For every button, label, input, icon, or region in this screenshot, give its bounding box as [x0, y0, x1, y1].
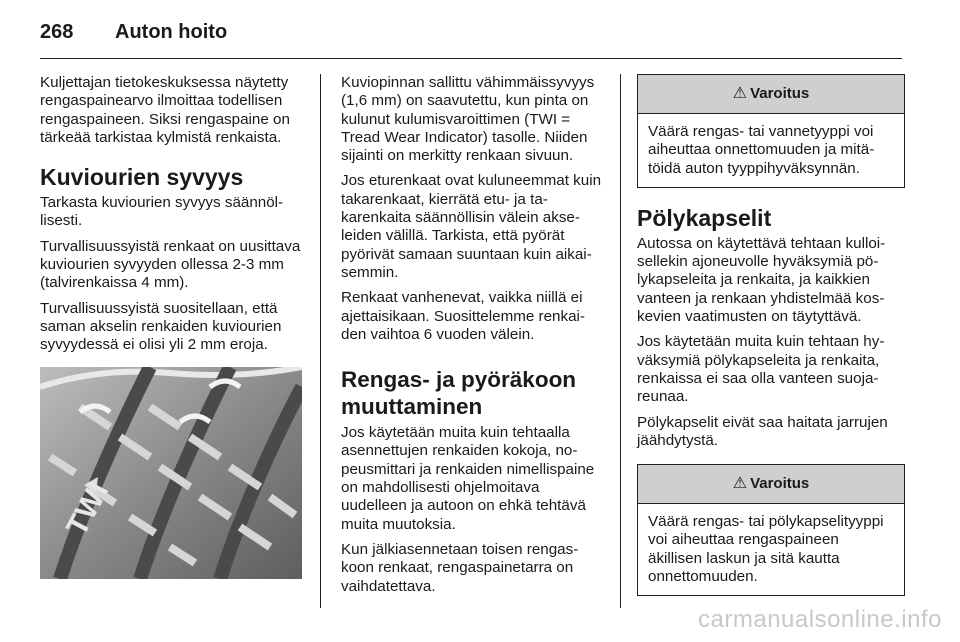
warning-title: Varoitus: [750, 475, 810, 492]
warning-body: Väärä rengas- tai vannetyyppi voi aiheuttaa onnettomuuden ja mitätöidä auton tyyppihyväksynnän.: [648, 123, 875, 177]
page-number: 268: [40, 20, 74, 43]
paragraph: Autossa on käytettävä tehtaan kulloisellekin ajoneuvolle hyväksymiä pölykapseleita ja renkaita, ja kaikkien vanteen ja renkaan yhdistelmää koskevien vaatimusten on täytyttävä.: [637, 234, 886, 326]
paragraph: Jos käytetään muita kuin tehtaalla asennettujen renkaiden kokoja, nopeusmittari ja renkaiden nimellispaine on mahdollisesti ohjelmoitava uudelleen ja autoon on ehkä tehtävä muita muutoksia.: [341, 424, 595, 533]
twi-label: TWI: [60, 476, 116, 541]
warning-title: Varoitus: [750, 84, 810, 102]
section-heading-hubcaps: Pölykapselit: [637, 204, 772, 231]
warning-header: [638, 465, 904, 504]
paragraph: Jos käytetään muita kuin tehtaan hyväksymiä pölykapseleita ja renkaita, renkaissa ei saa olla vanteen suojareunaa.: [637, 333, 885, 406]
paragraph: Turvallisuussyistä renkaat on uusittava kuviourien syvyyden ollessa 2-3 mm (talvirenkaissa 4 mm).: [40, 237, 301, 292]
page-header: [40, 16, 227, 48]
warning-box-1: [637, 74, 905, 188]
paragraph: Kuviopinnan sallittu vähimmäissyvyys (1,6 mm) on saavutettu, kun pinta on kulunut kulumisvaroittimen (TWI = Tread Wear Indicator) tasolle. Niiden sijainti on merkitty renkaan sivuun.: [341, 74, 595, 165]
warning-triangle-icon: ⚠: [732, 84, 748, 102]
section-heading-size-change: Rengas- ja pyöräkoon muuttaminen: [341, 367, 577, 420]
column-3: [637, 74, 905, 610]
warning-box-2: [637, 464, 905, 596]
warning-triangle-icon: ⚠: [732, 475, 748, 492]
paragraph: Pölykapselit eivät saa haitata jarrujen jäähdytystä.: [637, 413, 888, 449]
warning-header: [638, 75, 904, 114]
header-rule: [40, 58, 902, 59]
paragraph: Tarkasta kuviourien syvyys säännöllisesti.: [40, 194, 284, 230]
column-2: [341, 74, 605, 603]
column-divider-2: [620, 74, 621, 608]
tire-tread-image: [40, 367, 302, 579]
column-1: [40, 74, 306, 579]
paragraph: Jos eturenkaat ovat kuluneemmat kuin takarenkaat, kierrätä etu- ja takarenkaita säännöllisin välein akseleiden välillä. Tarkista, että pyörät pyörivät samaan suuntaan kuin aikaisemmin.: [341, 172, 602, 281]
watermark: carmanualsonline.info: [698, 606, 942, 633]
paragraph: Turvallisuussyistä suositellaan, että saman akselin renkaiden kuviourien syvyydessä ei olisi yli 2 mm eroja.: [40, 299, 282, 354]
page-title: Auton hoito: [115, 20, 228, 43]
column-divider-1: [320, 74, 321, 608]
warning-body: Väärä rengas- tai pölykapselityyppi voi aiheuttaa rengaspaineen äkillisen laskun ja sitä kautta onnettomuuden.: [648, 513, 884, 586]
intro-paragraph: Kuljettajan tietokeskuksessa näytetty rengaspainearvo ilmoittaa todellisen rengaspaineen. Siksi rengaspaine on tärkeää tarkistaa kylmistä renkaista.: [40, 74, 290, 146]
paragraph: Kun jälkiasennetaan toisen rengaskoon renkaat, rengaspainetarra on vaihdatettava.: [341, 540, 579, 595]
section-heading-tread-depth: Kuviourien syvyys: [40, 164, 244, 191]
paragraph: Renkaat vanhenevat, vaikka niillä ei ajettaisikaan. Suosittelemme renkaiden vaihtoa 6 vuoden välein.: [341, 289, 585, 343]
